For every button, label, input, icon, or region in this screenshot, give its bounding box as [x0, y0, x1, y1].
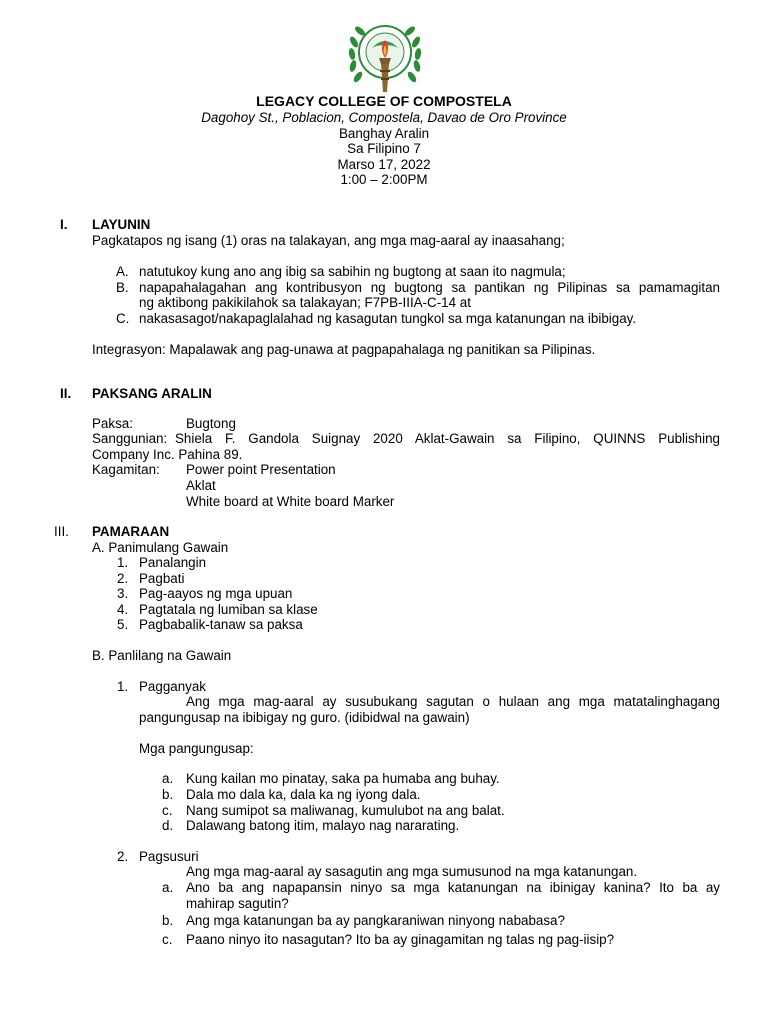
- list-letter: d.: [162, 818, 174, 833]
- list-number: 2.: [117, 571, 129, 586]
- list-item: Pagsusuri: [139, 849, 199, 864]
- section-1-number: I.: [60, 217, 68, 232]
- date: Marso 17, 2022: [337, 157, 431, 172]
- riddle-item: Nang sumipot sa maliwanag, kumulubot na ang balat.: [186, 803, 505, 818]
- time: 1:00 – 2:00PM: [340, 172, 428, 187]
- question-item: Ano ba ang napapansin ninyo sa mga katanungan na ibinigay kanina? Ito ba ay: [186, 880, 720, 895]
- subject: Sa Filipino 7: [347, 141, 421, 156]
- paragraph-cont: pangungusap na ibibigay ng guro. (idibidwal na gawain): [139, 710, 470, 725]
- section-3-title: PAMARAAN: [92, 524, 170, 539]
- list-number: 5.: [117, 617, 129, 632]
- school-address: Dagohoy St., Poblacion, Compostela, Davao de Oro Province: [201, 110, 567, 125]
- list-item: Pagganyak: [139, 679, 207, 694]
- list-letter: c.: [162, 932, 173, 947]
- sanggunian-label: Sanggunian:: [92, 431, 168, 446]
- riddle-item: Dala mo dala ka, dala ka ng iyong dala.: [186, 787, 421, 802]
- objective-label: B.: [116, 280, 129, 295]
- list-item: Pagbabalik-tanaw sa paksa: [139, 617, 303, 632]
- question-item-cont: mahirap sagutin?: [186, 896, 289, 911]
- list-number: 3.: [117, 586, 129, 601]
- objective-label: A.: [116, 264, 129, 279]
- objective-text: nakasasagot/nakapaglalahad ng kasagutan tungkol sa mga katanungan na ibibigay.: [139, 311, 637, 326]
- list-number: 1.: [117, 555, 129, 570]
- list-letter: a.: [162, 771, 174, 786]
- question-item: Paano ninyo ito nasagutan? Ito ba ay ginagamitan ng talas ng pag-iisip?: [186, 932, 615, 947]
- question-item: Ang mga katanungan ba ay pangkaraniwan ninyong nababasa?: [186, 913, 565, 928]
- list-number: 2.: [117, 849, 129, 864]
- subsection-b-title: B. Panlilang na Gawain: [92, 648, 232, 663]
- list-item: Panalangin: [139, 555, 207, 570]
- list-number: 1.: [117, 679, 129, 694]
- paragraph: Ang mga mag-aaral ay susubukang sagutan o hulaan ang mga matatalinghagang: [186, 694, 720, 709]
- integration-text: Integrasyon: Mapalawak ang pag-unawa at pagpapahalaga ng panitikan sa Pilipinas.: [92, 342, 596, 357]
- list-letter: a.: [162, 880, 174, 895]
- plan-title: Banghay Aralin: [338, 126, 430, 141]
- riddle-item: Dalawang batong itim, malayo nag nararating.: [186, 818, 460, 833]
- section-2-title: PAKSANG ARALIN: [92, 386, 212, 401]
- list-item: Pag-aayos ng mga upuan: [139, 586, 293, 601]
- kagamitan-item: Power point Presentation: [186, 462, 336, 477]
- kagamitan-item: Aklat: [186, 478, 216, 493]
- sanggunian-value-cont: Company Inc. Pahina 89.: [92, 447, 243, 462]
- paragraph: Ang mga mag-aaral ay sasagutin ang mga sumusunod na mga katanungan.: [186, 864, 638, 879]
- list-letter: c.: [162, 803, 173, 818]
- section-2-number: II.: [60, 386, 72, 401]
- kagamitan-label: Kagamitan:: [92, 462, 160, 477]
- objective-text: napapahalagahan ang kontribusyon ng bugtong sa pantikan ng Pilipinas sa pamamagitan: [139, 280, 720, 295]
- section-1-intro: Pagkatapos ng isang (1) oras na talakayan, ang mga mag-aaral ay inaasahang;: [92, 233, 565, 248]
- section-1-title: LAYUNIN: [92, 217, 151, 232]
- paksa-value: Bugtong: [186, 416, 236, 431]
- list-letter: b.: [162, 787, 174, 802]
- subsection-a-title: A. Panimulang Gawain: [92, 540, 229, 555]
- objective-label: C.: [116, 311, 130, 326]
- section-3-number: III.: [54, 524, 69, 539]
- paksa-label: Paksa:: [92, 416, 133, 431]
- list-letter: b.: [162, 913, 174, 928]
- school-logo: [344, 14, 426, 96]
- sub-heading: Mga pangungusap:: [139, 741, 254, 756]
- school-name: LEGACY COLLEGE OF COMPOSTELA: [256, 93, 512, 109]
- sanggunian-value: Shiela F. Gandola Suignay 2020 Aklat-Gawain sa Filipino, QUINNS Publishing: [175, 431, 720, 446]
- objective-text-cont: ng aktibong pakikilahok sa talakayan; F7PB-IIIA-C-14 at: [139, 295, 471, 310]
- objective-text: natutukoy kung ano ang ibig sa sabihin ng bugtong at saan ito nagmula;: [139, 264, 566, 279]
- kagamitan-item: White board at White board Marker: [186, 494, 395, 509]
- list-item: Pagbati: [139, 571, 185, 586]
- riddle-item: Kung kailan mo pinatay, saka pa humaba ang buhay.: [186, 771, 500, 786]
- list-number: 4.: [117, 602, 129, 617]
- list-item: Pagtatala ng lumiban sa klase: [139, 602, 318, 617]
